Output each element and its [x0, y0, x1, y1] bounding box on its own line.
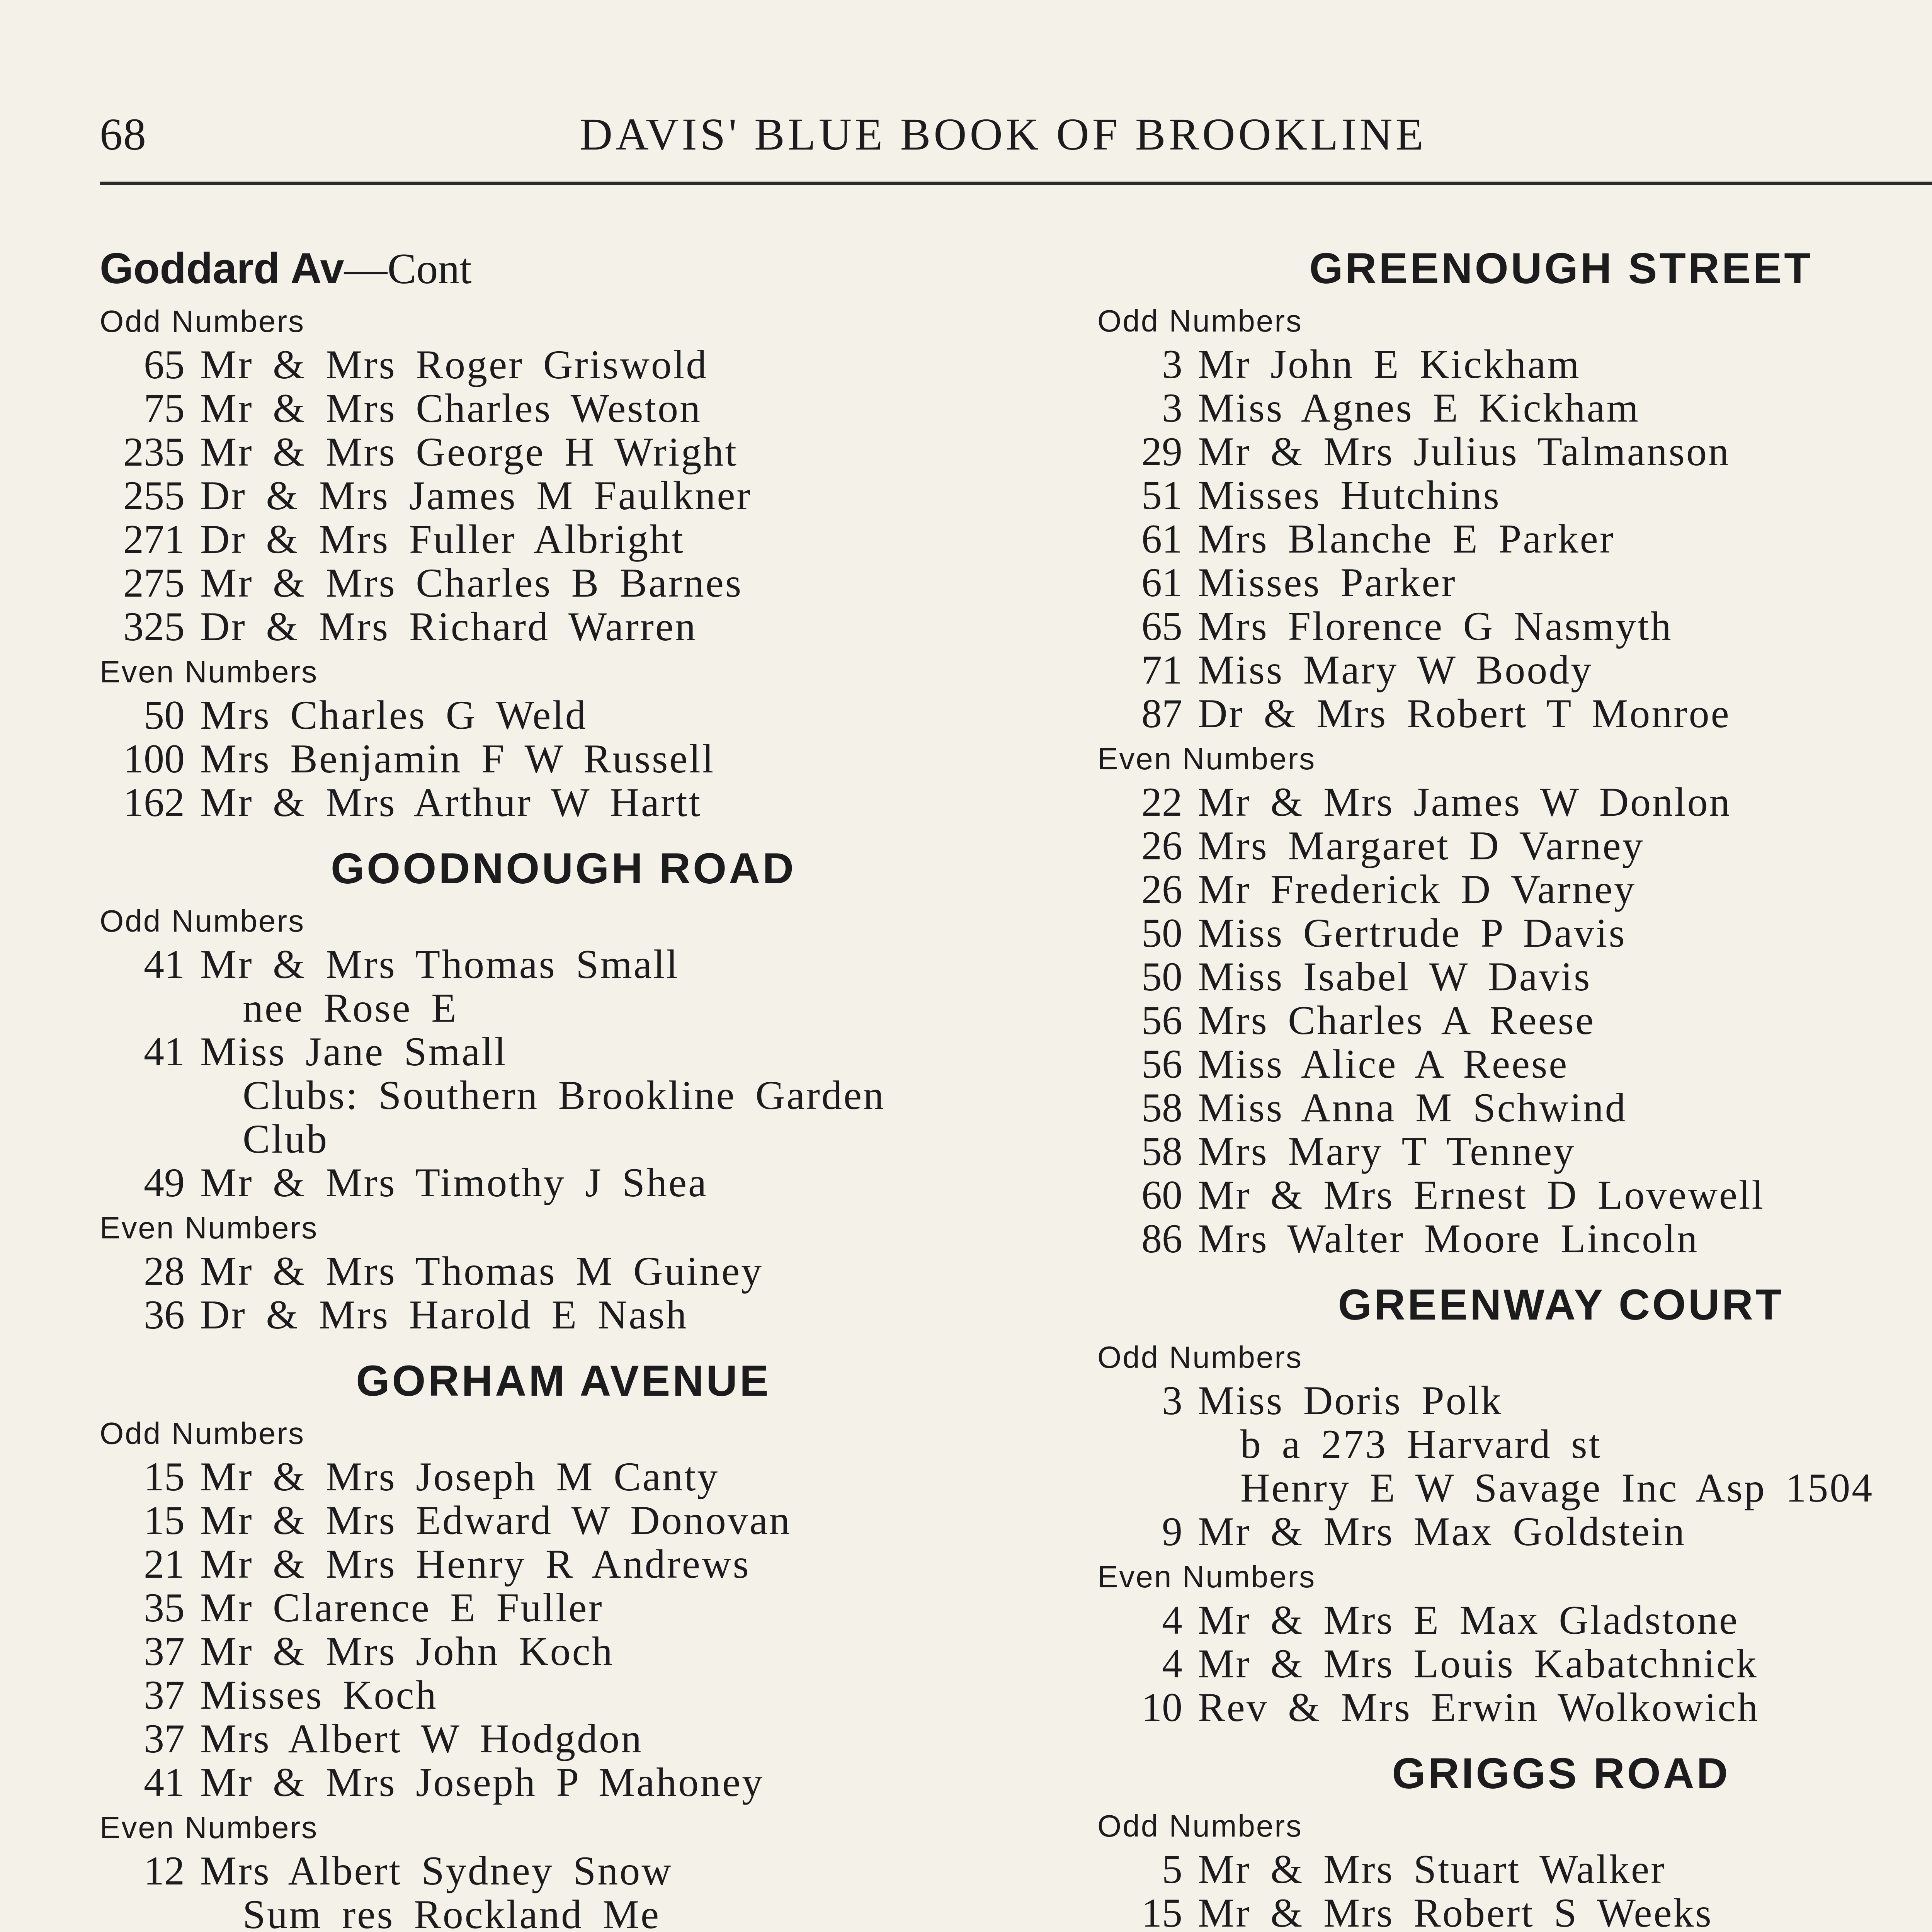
resident-name: Mr & Mrs James W Donlon: [1198, 779, 1731, 825]
house-number: 12: [144, 1848, 185, 1893]
resident-name: Mrs Albert W Hodgdon: [200, 1716, 643, 1761]
resident-name: Mr & Mrs Louis Kabatchnick: [1198, 1641, 1758, 1686]
house-number: 235: [123, 429, 185, 474]
house-number: 3: [1162, 342, 1182, 387]
house-number: 37: [144, 1716, 185, 1761]
directory-entry: [100, 1030, 1027, 1073]
continued-suffix: —Cont: [344, 245, 472, 293]
directory-entry: [1097, 692, 1932, 735]
directory-entry: [100, 386, 1027, 430]
directory-entry: [1097, 517, 1932, 561]
directory-entry: [1097, 1086, 1932, 1129]
directory-entry: [1097, 955, 1932, 998]
directory-entry: [1097, 1217, 1932, 1260]
resident-name: Mr & Mrs Thomas M Guiney: [200, 1248, 764, 1294]
house-number: 49: [144, 1160, 185, 1205]
directory-entry: [1097, 911, 1932, 955]
house-number: 58: [1141, 1085, 1182, 1130]
house-number: 50: [1141, 910, 1182, 956]
house-number: 26: [1141, 823, 1182, 868]
directory-entry: [100, 561, 1027, 605]
right-column: [1097, 240, 1932, 1932]
house-number: 50: [144, 692, 185, 738]
resident-name: Mrs Walter Moore Lincoln: [1198, 1216, 1699, 1261]
house-number: 50: [1141, 954, 1182, 999]
house-number: 41: [144, 942, 185, 987]
parity-label: Even Numbers: [100, 655, 318, 689]
house-number: 15: [144, 1498, 185, 1543]
house-number: 65: [1141, 604, 1182, 649]
parity-label: Even Numbers: [1097, 1560, 1316, 1594]
house-number: 100: [123, 736, 185, 781]
parity-label: Even Numbers: [1097, 742, 1316, 776]
resident-name: Mr & Mrs Robert S Weeks: [1198, 1890, 1713, 1932]
page-number: 68: [100, 109, 147, 160]
house-number: 4: [1162, 1641, 1182, 1686]
resident-name: Misses Parker: [1198, 560, 1457, 605]
directory-entry: [1097, 430, 1932, 473]
street-name: Goddard Av: [100, 244, 344, 293]
house-number: 61: [1141, 560, 1182, 605]
house-number: 51: [1141, 473, 1182, 518]
directory-entry: [100, 430, 1027, 474]
house-number: 9: [1162, 1509, 1182, 1554]
resident-name: Dr & Mrs Richard Warren: [200, 604, 697, 649]
street-heading: GREENOUGH STREET: [1309, 244, 1813, 293]
house-number: 325: [123, 604, 185, 649]
directory-entry: [1097, 1173, 1932, 1217]
resident-name: Mr & Mrs Charles B Barnes: [200, 560, 743, 605]
directory-entry: [1097, 473, 1932, 517]
directory-entry: [1097, 780, 1932, 824]
resident-name: Mrs Albert Sydney Snow: [200, 1848, 673, 1893]
resident-name: Mr & Mrs Charles Weston: [200, 386, 702, 431]
resident-name: Mr & Mrs Stuart Walker: [1198, 1847, 1666, 1892]
resident-name: Mr & Mrs Joseph P Mahoney: [200, 1760, 764, 1805]
resident-name: Mr & Mrs Edward W Donovan: [200, 1498, 791, 1543]
resident-name: Mrs Blanche E Parker: [1198, 516, 1615, 561]
resident-name: Dr & Mrs James M Faulkner: [200, 473, 752, 518]
directory-entry: [100, 1717, 1027, 1760]
directory-entry: [100, 1673, 1027, 1717]
entry-note: Club: [243, 1116, 329, 1162]
house-number: 37: [144, 1672, 185, 1718]
directory-entry: [100, 1249, 1027, 1293]
resident-name: Dr & Mrs Robert T Monroe: [1198, 691, 1731, 736]
house-number: 86: [1141, 1216, 1182, 1261]
resident-name: Mr & Mrs Thomas Small: [200, 942, 679, 987]
street-heading: GORHAM AVENUE: [356, 1357, 771, 1405]
resident-name: Miss Jane Small: [200, 1029, 507, 1074]
house-number: 56: [1141, 1041, 1182, 1087]
entry-note: Sum res Rockland Me: [243, 1892, 661, 1932]
house-number: 41: [144, 1760, 185, 1805]
directory-entry: [1097, 342, 1932, 386]
directory-entry: [1097, 867, 1932, 911]
directory-entry: [100, 1542, 1027, 1586]
entry-note: b a 273 Harvard st: [1240, 1422, 1602, 1467]
house-number: 60: [1141, 1172, 1182, 1218]
directory-entry: [100, 737, 1027, 781]
directory-entry: [1097, 1685, 1932, 1729]
house-number: 41: [144, 1029, 185, 1074]
header-rule: [100, 182, 1932, 185]
directory-entry: [100, 1455, 1027, 1498]
resident-name: Mr & Mrs Max Goldstein: [1198, 1509, 1686, 1554]
resident-name: Mr Clarence E Fuller: [200, 1585, 604, 1630]
resident-name: Mr & Mrs John Koch: [200, 1629, 614, 1674]
entry-note: Henry E W Savage Inc Asp 1504: [1240, 1465, 1874, 1510]
house-number: 35: [144, 1585, 185, 1630]
resident-name: Miss Anna M Schwind: [1198, 1085, 1627, 1130]
parity-label: Odd Numbers: [100, 1416, 305, 1451]
resident-name: Mr John E Kickham: [1198, 342, 1581, 387]
house-number: 162: [123, 780, 185, 825]
parity-label: Odd Numbers: [1097, 304, 1303, 338]
resident-name: Misses Hutchins: [1198, 473, 1501, 518]
house-number: 3: [1162, 385, 1182, 430]
resident-name: Mr & Mrs Julius Talmanson: [1198, 429, 1730, 474]
entry-note: nee Rose E: [243, 985, 458, 1031]
house-number: 28: [144, 1248, 185, 1294]
house-number: 3: [1162, 1378, 1182, 1423]
resident-name: Misses Koch: [200, 1672, 438, 1718]
page-header: [0, 108, 1932, 178]
directory-entry: [100, 942, 1027, 986]
directory-entry: [1097, 1847, 1932, 1891]
house-number: 22: [1141, 779, 1182, 825]
house-number: 4: [1162, 1597, 1182, 1643]
house-number: 26: [1141, 867, 1182, 912]
resident-name: Mr & Mrs Joseph M Canty: [200, 1454, 719, 1499]
resident-name: Mrs Benjamin F W Russell: [200, 736, 715, 781]
house-number: 37: [144, 1629, 185, 1674]
parity-label: Odd Numbers: [100, 304, 305, 338]
house-number: 29: [1141, 429, 1182, 474]
directory-entry: [1097, 1129, 1932, 1173]
parity-label: Odd Numbers: [100, 904, 305, 938]
directory-entry: [100, 1586, 1027, 1629]
resident-name: Mr & Mrs E Max Gladstone: [1198, 1597, 1739, 1643]
running-title: DAVIS' BLUE BOOK OF BROOKLINE: [580, 109, 1427, 160]
resident-name: Mr & Mrs Roger Griswold: [200, 342, 708, 387]
house-number: 271: [123, 517, 185, 562]
house-number: 71: [1141, 647, 1182, 692]
street-heading: GOODNOUGH ROAD: [331, 844, 796, 893]
street-heading: GREENWAY COURT: [1338, 1281, 1784, 1329]
house-number: 36: [144, 1292, 185, 1337]
directory-entry: [1097, 1891, 1932, 1932]
directory-entry: [100, 781, 1027, 824]
parity-label: Odd Numbers: [1097, 1340, 1303, 1374]
resident-name: Miss Alice A Reese: [1198, 1041, 1569, 1087]
resident-name: Miss Agnes E Kickham: [1198, 385, 1640, 430]
directory-entry: [1097, 824, 1932, 867]
directory-entry: [100, 1629, 1027, 1673]
parity-label: Even Numbers: [100, 1810, 318, 1845]
directory-entry: [1097, 648, 1932, 692]
directory-entry: [100, 1498, 1027, 1542]
street-heading: GRIGGS ROAD: [1392, 1749, 1730, 1798]
parity-label: Even Numbers: [100, 1211, 318, 1245]
directory-entry: [100, 474, 1027, 517]
directory-entry: [100, 343, 1027, 386]
left-column: [100, 240, 1027, 1932]
house-number: 255: [123, 473, 185, 518]
directory-entry: [1097, 1598, 1932, 1642]
resident-name: Miss Gertrude P Davis: [1198, 910, 1626, 956]
house-number: 61: [1141, 516, 1182, 561]
directory-entry: [1097, 1042, 1932, 1086]
directory-entry: [1097, 561, 1932, 604]
house-number: 15: [144, 1454, 185, 1499]
resident-name: Mr & Mrs George H Wright: [200, 429, 738, 474]
entry-note: Clubs: Southern Brookline Garden: [243, 1073, 885, 1118]
resident-name: Mrs Mary T Tenney: [1198, 1129, 1576, 1174]
resident-name: Mr Frederick D Varney: [1198, 867, 1636, 912]
resident-name: Miss Isabel W Davis: [1198, 954, 1592, 999]
house-number: 21: [144, 1541, 185, 1587]
directory-entry: [100, 1161, 1027, 1204]
directory-entry: [100, 1760, 1027, 1804]
parity-label: Odd Numbers: [1097, 1809, 1303, 1843]
house-number: 5: [1162, 1847, 1182, 1892]
resident-name: Rev & Mrs Erwin Wolkowich: [1198, 1685, 1760, 1730]
house-number: 56: [1141, 998, 1182, 1043]
resident-name: Dr & Mrs Fuller Albright: [200, 517, 685, 562]
directory-entry: [1097, 1510, 1932, 1553]
resident-name: Mrs Margaret D Varney: [1198, 823, 1645, 868]
resident-name: Dr & Mrs Harold E Nash: [200, 1292, 688, 1337]
directory-entry: [100, 517, 1027, 561]
directory-entry: [100, 693, 1027, 737]
resident-name: Mr & Mrs Henry R Andrews: [200, 1541, 750, 1587]
resident-name: Mrs Charles A Reese: [1198, 998, 1595, 1043]
directory-entry: [1097, 998, 1932, 1042]
house-number: 15: [1141, 1890, 1182, 1932]
directory-entry: [100, 1849, 1027, 1893]
house-number: 65: [144, 342, 185, 387]
directory-entry: [100, 1293, 1027, 1337]
house-number: 87: [1141, 691, 1182, 736]
directory-entry: [100, 605, 1027, 648]
street-heading-continued: [100, 240, 1027, 298]
directory-entry: [1097, 386, 1932, 430]
house-number: 58: [1141, 1129, 1182, 1174]
house-number: 10: [1141, 1685, 1182, 1730]
directory-entry: [1097, 1379, 1932, 1422]
house-number: 275: [123, 560, 185, 605]
resident-name: Mrs Florence G Nasmyth: [1198, 604, 1673, 649]
directory-entry: [1097, 604, 1932, 648]
resident-name: Mr & Mrs Arthur W Hartt: [200, 780, 702, 825]
house-number: 75: [144, 386, 185, 431]
resident-name: Miss Mary W Boody: [1198, 647, 1593, 692]
resident-name: Miss Doris Polk: [1198, 1378, 1503, 1423]
resident-name: Mrs Charles G Weld: [200, 692, 587, 738]
resident-name: Mr & Mrs Timothy J Shea: [200, 1160, 708, 1205]
directory-entry: [1097, 1642, 1932, 1685]
resident-name: Mr & Mrs Ernest D Lovewell: [1198, 1172, 1765, 1218]
